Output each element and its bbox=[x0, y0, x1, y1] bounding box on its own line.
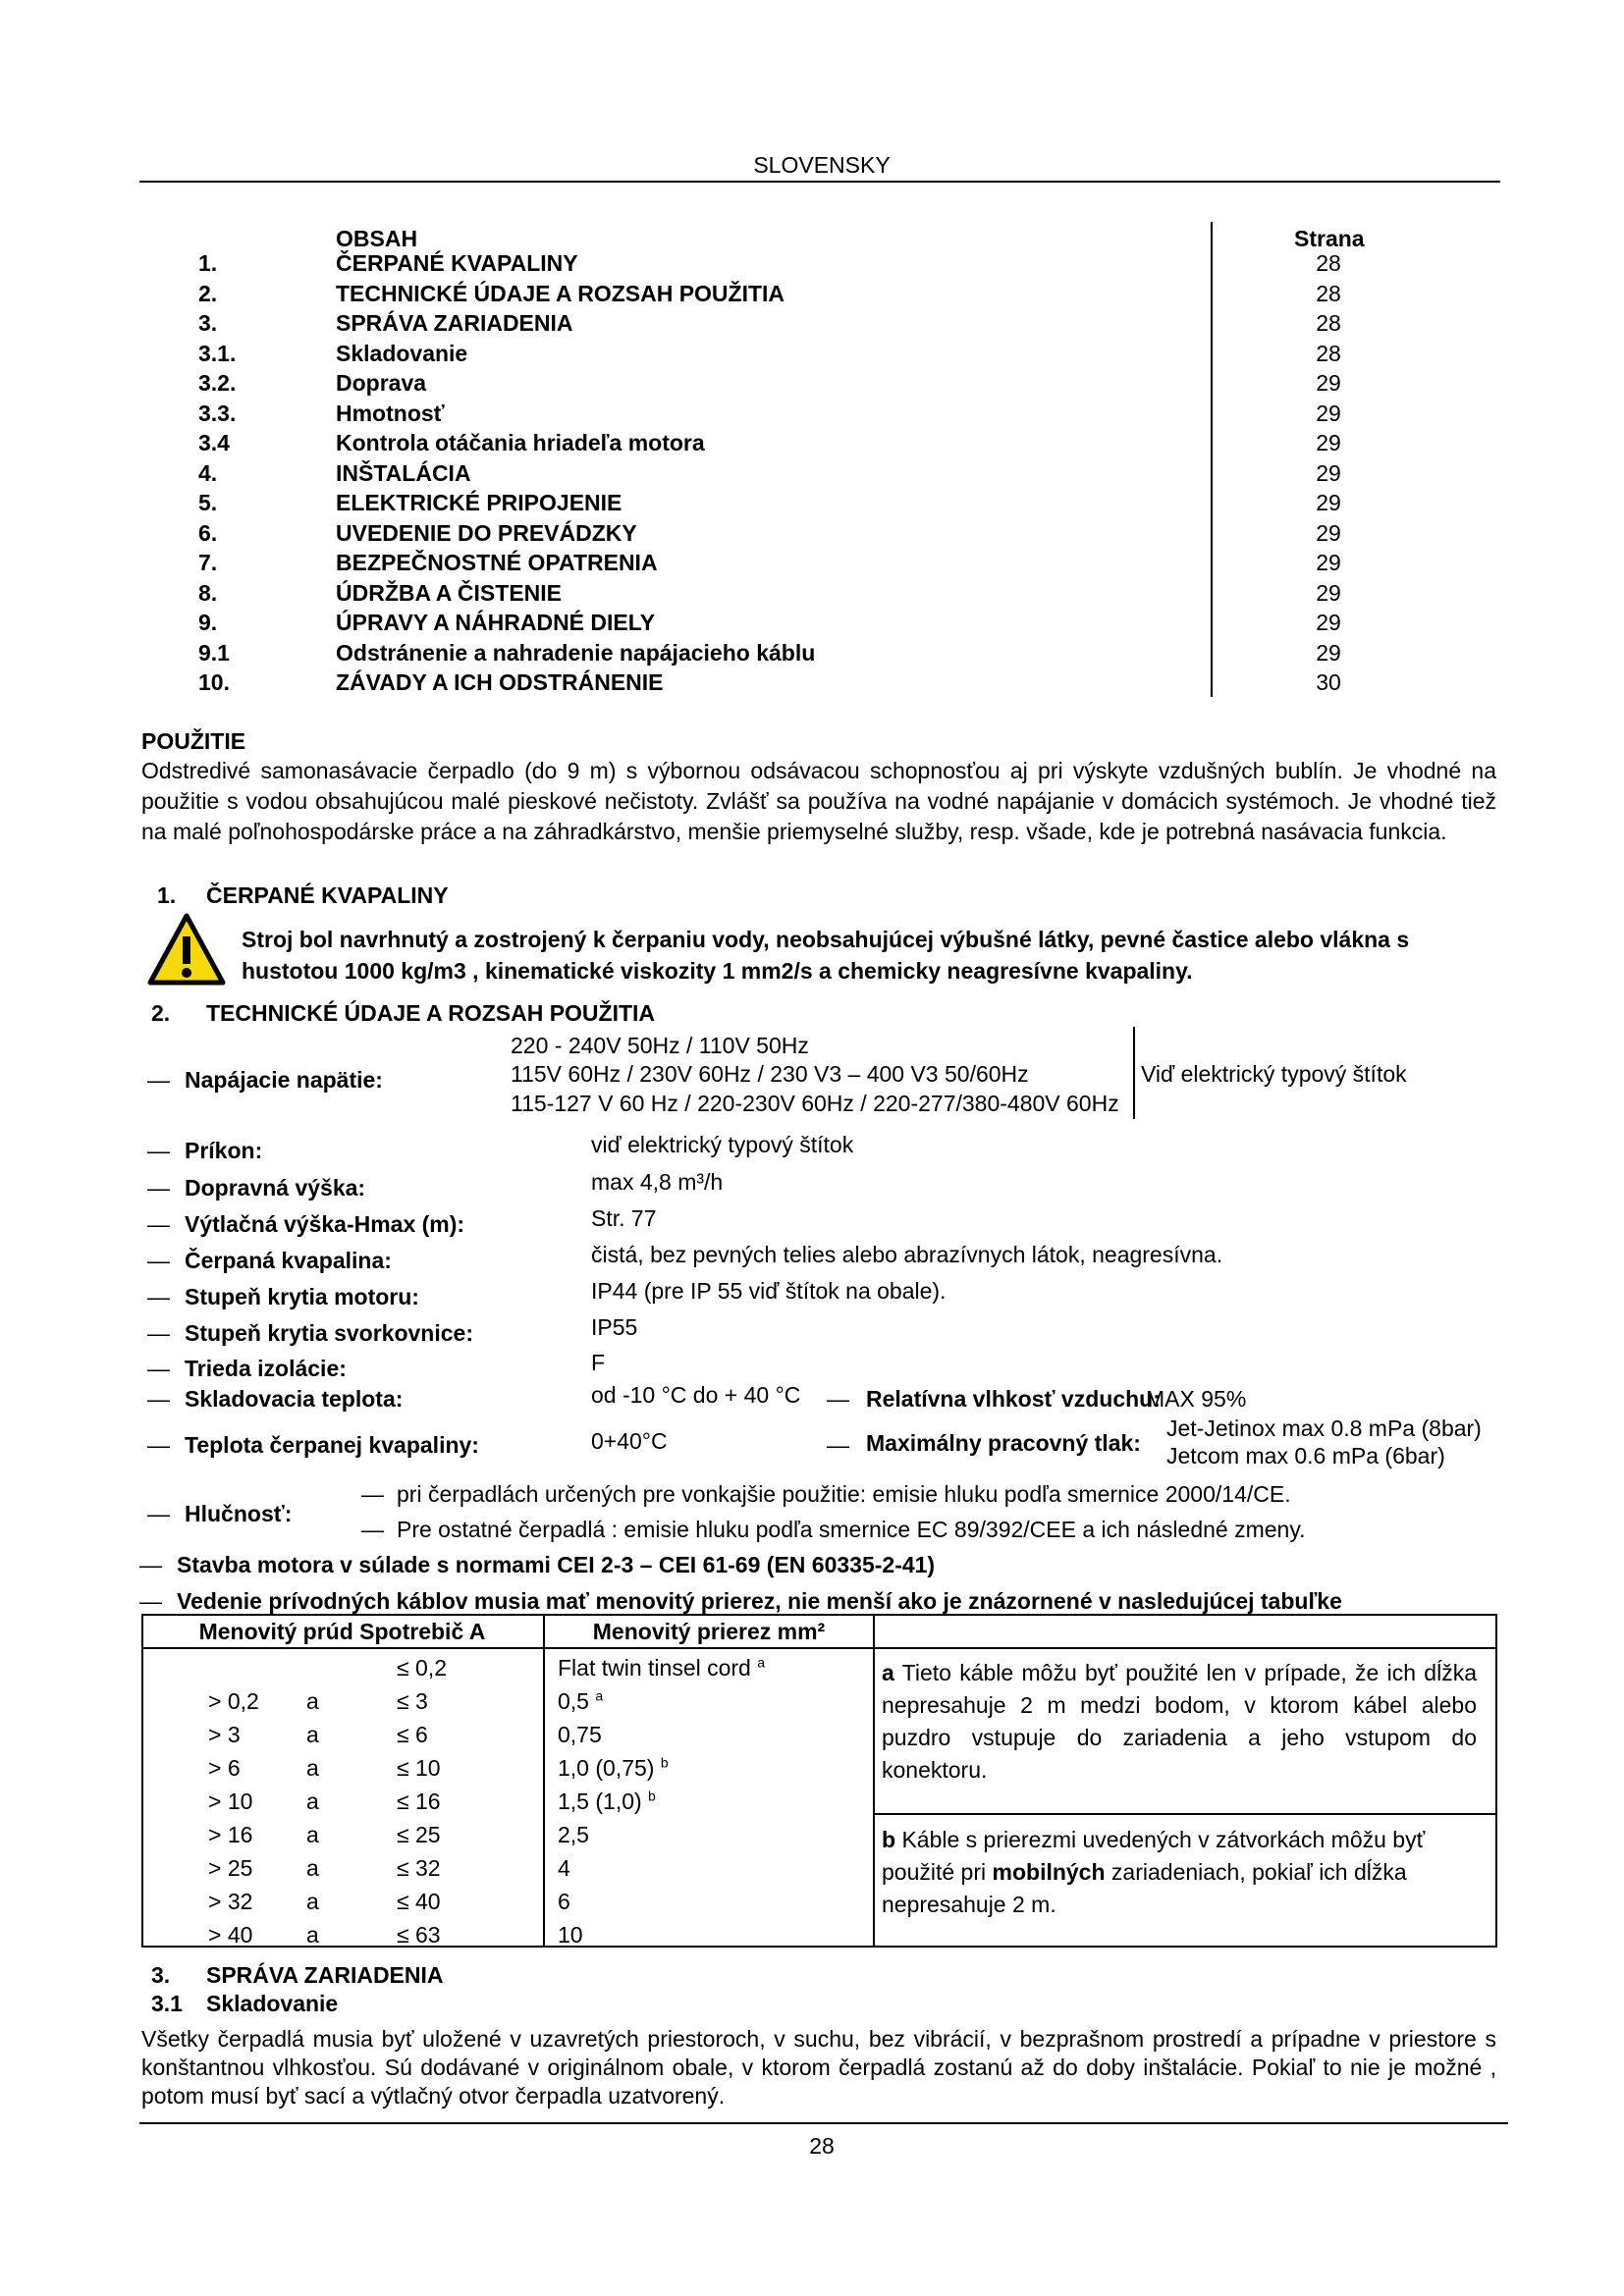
toc-item-number: 3.1. bbox=[198, 341, 237, 366]
section3-title: SPRÁVA ZARIADENIA bbox=[206, 1962, 444, 1988]
noise-line-2: Pre ostatné čerpadlá : emisie hluku podľa smernice EC 89/392/CEE a ich následné zmeny. bbox=[397, 1517, 1306, 1542]
cable-row-section bbox=[558, 1821, 589, 1849]
voltage-label: Napájacie napätie: bbox=[185, 1067, 383, 1093]
toc-item-title: BEZPEČNOSTNÉ OPATRENIA bbox=[336, 550, 658, 575]
voltage-divider bbox=[1133, 1027, 1135, 1119]
cable-row-section-text: 6 bbox=[558, 1889, 570, 1914]
liquid-temp-value: 0+40°C bbox=[591, 1428, 668, 1454]
section1-warning: Stroj bol navrhnutý a zostrojený k čerpaniu vody, neobsahujúcej výbušné látky, pevné častice alebo vlákna s hustotou 1000 kg/m3 , kinematické viskozity 1 mm2/s a chemicky neagresívne kvapaliny. bbox=[242, 927, 1410, 984]
toc-item-title: Kontrola otáčania hriadeľa motora bbox=[336, 430, 705, 455]
toc-item bbox=[0, 249, 1624, 279]
toc-item bbox=[0, 340, 1624, 369]
cable-note-a-mark: a bbox=[882, 1660, 894, 1685]
toc-item-number: 6. bbox=[198, 520, 218, 546]
toc-item bbox=[0, 489, 1624, 518]
pressure-line-2: Jetcom max 0.6 mPa (6bar) bbox=[1166, 1443, 1445, 1468]
cable-row-conj: a bbox=[306, 1822, 319, 1847]
cable-row-from: > 16 bbox=[208, 1822, 253, 1847]
voltage-note: Viď elektrický typový štítok bbox=[1141, 1061, 1407, 1087]
toc-item-number: 3.3. bbox=[198, 400, 237, 426]
cable-note-a-text: Tieto káble môžu byť použité len v prípade, že ich dĺžka nepresahuje 2 m medzi bodom, v ktorom kábel alebo puzdro vstupuje do zariadenia a jeho vstupom do konektoru. bbox=[882, 1660, 1478, 1783]
spec-value: čistá, bez pevných telies alebo abrazívnych látok, neagresívna. bbox=[591, 1242, 1223, 1267]
page-number: 28 bbox=[809, 2133, 835, 2159]
toc-item-page: 28 bbox=[1316, 310, 1341, 336]
spec-label: Dopravná výška: bbox=[185, 1175, 366, 1201]
cable-row-section-text: 4 bbox=[558, 1855, 570, 1881]
spec-value: Str. 77 bbox=[591, 1205, 657, 1231]
spec-label: Čerpaná kvapalina: bbox=[185, 1248, 392, 1273]
toc-item-number: 8. bbox=[198, 580, 218, 606]
humidity-label: Relatívna vlhkosť vzduchu: bbox=[866, 1386, 1161, 1412]
toc-item-title: Skladovanie bbox=[336, 341, 468, 366]
cable-row-section bbox=[558, 1754, 669, 1783]
cable-row-from: > 25 bbox=[208, 1855, 253, 1881]
cable-row-conj: a bbox=[306, 1789, 319, 1814]
noise-line-1: pri čerpadlách určených pre vonkajšie použitie: emisie hluku podľa smernice 2000/14/CE. bbox=[397, 1481, 1291, 1507]
spec-dash: — bbox=[147, 1320, 170, 1346]
cable-row-to: ≤ 3 bbox=[397, 1688, 428, 1714]
cable-row-section bbox=[558, 1921, 583, 1949]
cable-note-b bbox=[882, 1824, 1490, 1921]
cable-row-to: ≤ 0,2 bbox=[397, 1655, 447, 1681]
cable-row-conj: a bbox=[306, 1755, 319, 1781]
toc-item-number: 9.1 bbox=[198, 640, 230, 666]
toc-item bbox=[0, 579, 1624, 609]
toc-item-number: 10. bbox=[198, 669, 230, 695]
toc-item-number: 3.4 bbox=[198, 430, 230, 455]
spec-value: max 4,8 m³/h bbox=[591, 1169, 724, 1195]
toc-item-number: 4. bbox=[198, 460, 218, 486]
cable-note-b-mark: b bbox=[882, 1827, 896, 1852]
cable-row-section-text: Flat twin tinsel cord bbox=[558, 1655, 751, 1681]
pressure-dash: — bbox=[827, 1432, 849, 1458]
spec-value: F bbox=[591, 1350, 606, 1375]
cable-row-section bbox=[558, 1687, 603, 1716]
cable-row-to: ≤ 32 bbox=[397, 1855, 441, 1881]
header-rule bbox=[139, 181, 1500, 183]
toc-item bbox=[0, 639, 1624, 668]
toc-item bbox=[0, 609, 1624, 638]
section1-number: 1. bbox=[157, 882, 177, 908]
toc-item-page: 29 bbox=[1316, 520, 1341, 546]
toc-item bbox=[0, 369, 1624, 399]
toc-item bbox=[0, 519, 1624, 549]
cable-row-to: ≤ 40 bbox=[397, 1889, 441, 1914]
toc-item-page: 29 bbox=[1316, 400, 1341, 426]
cable-row-section-text: 1,5 (1,0) bbox=[558, 1789, 642, 1814]
cable-row-to: ≤ 25 bbox=[397, 1822, 441, 1847]
toc-item-title: ELEKTRICKÉ PRIPOJENIE bbox=[336, 490, 623, 515]
spec-dash: — bbox=[147, 1284, 170, 1309]
toc-item-page: 29 bbox=[1316, 490, 1341, 515]
toc-item bbox=[0, 668, 1624, 698]
toc-item-title: TECHNICKÉ ÚDAJE A ROZSAH POUŽITIA bbox=[336, 281, 785, 306]
motor-standard-dash: — bbox=[139, 1552, 162, 1577]
spec-label: Trieda izolácie: bbox=[185, 1356, 347, 1381]
cable-row-from: > 32 bbox=[208, 1889, 253, 1914]
toc-item-page: 28 bbox=[1316, 250, 1341, 276]
cable-row-conj: a bbox=[306, 1889, 319, 1914]
toc-item-title: UVEDENIE DO PREVÁDZKY bbox=[336, 520, 637, 546]
cable-intro: Vedenie prívodných káblov musia mať menovitý prierez, nie menší ako je znázornené v nasledujúcej tabuľke bbox=[177, 1588, 1342, 1614]
toc-item bbox=[0, 549, 1624, 578]
cable-row-conj: a bbox=[306, 1855, 319, 1881]
cable-note-b-bold: mobilných bbox=[992, 1859, 1106, 1885]
cable-row-conj: a bbox=[306, 1688, 319, 1714]
section2-title: TECHNICKÉ ÚDAJE A ROZSAH POUŽITIA bbox=[206, 1000, 656, 1026]
noise-dash: — bbox=[147, 1501, 170, 1526]
cable-row-section-text: 0,5 bbox=[558, 1688, 589, 1714]
spec-dash: — bbox=[147, 1211, 170, 1237]
usage-text: Odstredivé samonasávacie čerpadlo (do 9 m) s výbornou odsávacou schopnosťou aj pri výskyte vzdušných bublín. Je vhodné na použitie s vodou obsahujúcou malé pieskové nečistoty. Zvlášť sa používa na vodné napájanie v domácich systémoch. Je vhodné tiež na malé poľnohospodárske práce a na záhradkárstvo, menšie priemyselné služby, resp. všade, kde je potrebná nasávacia funkcia. bbox=[141, 758, 1496, 844]
humidity-value: MAX 95% bbox=[1146, 1386, 1247, 1412]
toc-item-number: 3.2. bbox=[198, 370, 237, 396]
toc-item bbox=[0, 309, 1624, 339]
cable-table-header-section: Menovitý prierez mm² bbox=[592, 1619, 826, 1644]
toc-item-title: ZÁVADY A ICH ODSTRÁNENIE bbox=[336, 669, 664, 695]
spec-value: IP55 bbox=[591, 1314, 638, 1340]
section1-title: ČERPANÉ KVAPALINY bbox=[206, 882, 449, 908]
toc-item-page: 28 bbox=[1316, 281, 1341, 306]
cable-row-section-text: 1,0 (0,75) bbox=[558, 1755, 655, 1781]
section3-text: Všetky čerpadlá musia byť uložené v uzavretých priestoroch, v suchu, bez vibrácií, v bezprašnom prostredí a prípadne v priestore s konštantnou vlhkosťou. Sú dodávané v originálnom obale, v ktorom čerpadlá zostanú až do doby inštalácie. Pokiaľ to nie je možné , potom musí byť sací a výtlačný otvor čerpadla uzatvorený. bbox=[141, 2026, 1496, 2109]
toc-item-page: 29 bbox=[1316, 430, 1341, 455]
footer-rule bbox=[139, 2122, 1508, 2124]
toc-item-title: Hmotnosť bbox=[336, 400, 445, 426]
liquid-temp-label: Teplota čerpanej kvapaliny: bbox=[185, 1432, 479, 1458]
toc-item-title: ÚPRAVY A NÁHRADNÉ DIELY bbox=[336, 610, 656, 635]
section3-1-title: Skladovanie bbox=[206, 1991, 339, 2016]
toc-item-number: 7. bbox=[198, 550, 218, 575]
spec-dash: — bbox=[147, 1175, 170, 1201]
storage-temp-dash: — bbox=[147, 1386, 170, 1412]
toc-item-number: 1. bbox=[198, 250, 218, 276]
section2-number: 2. bbox=[151, 1000, 171, 1026]
spec-dash: — bbox=[147, 1138, 170, 1163]
toc-item-page: 28 bbox=[1316, 341, 1341, 366]
toc-item-title: Odstránenie a nahradenie napájacieho káblu bbox=[336, 640, 816, 666]
cable-row-section bbox=[558, 1888, 570, 1916]
header-language: SLOVENSKY bbox=[753, 152, 891, 178]
toc-item-title: ÚDRŽBA A ČISTENIE bbox=[336, 580, 562, 606]
toc-item-title: ČERPANÉ KVAPALINY bbox=[336, 250, 578, 276]
toc-title: OBSAH bbox=[336, 226, 418, 251]
cable-row-section bbox=[558, 1654, 765, 1682]
noise-label: Hlučnosť: bbox=[185, 1501, 293, 1526]
noise-dash-1: — bbox=[361, 1481, 384, 1507]
toc-item bbox=[0, 400, 1624, 429]
toc-item bbox=[0, 459, 1624, 489]
cable-row-from: > 0,2 bbox=[208, 1688, 259, 1714]
cable-row-section-text: 0,75 bbox=[558, 1722, 602, 1747]
toc-item-title: SPRÁVA ZARIADENIA bbox=[336, 310, 573, 336]
warning-icon bbox=[147, 913, 226, 986]
toc-item-page: 30 bbox=[1316, 669, 1341, 695]
toc-item-title: INŠTALÁCIA bbox=[336, 460, 471, 486]
cable-intro-dash: — bbox=[139, 1588, 162, 1614]
voltage-line-2: 115V 60Hz / 230V 60Hz / 230 V3 – 400 V3 50/60Hz bbox=[511, 1061, 1029, 1087]
cable-row-section-text: 10 bbox=[558, 1922, 583, 1948]
storage-temp-label: Skladovacia teplota: bbox=[185, 1386, 404, 1412]
motor-standard: Stavba motora v súlade s normami CEI 2-3 – CEI 61-69 (EN 60335-2-41) bbox=[177, 1552, 936, 1577]
pressure-line-1: Jet-Jetinox max 0.8 mPa (8bar) bbox=[1166, 1415, 1482, 1441]
cable-note-a bbox=[882, 1657, 1477, 1787]
cable-row-conj: a bbox=[306, 1922, 319, 1948]
spec-value: viď elektrický typový štítok bbox=[591, 1132, 854, 1157]
cable-row-footnote-mark: b bbox=[660, 1754, 669, 1771]
toc-item-page: 29 bbox=[1316, 460, 1341, 486]
cable-table-header-current: Menovitý prúd Spotrebič A bbox=[198, 1619, 486, 1644]
cable-row-section bbox=[558, 1788, 656, 1816]
section3-number: 3. bbox=[151, 1962, 171, 1988]
toc-item-number: 9. bbox=[198, 610, 218, 635]
toc-item-page: 29 bbox=[1316, 610, 1341, 635]
cable-row-from: > 6 bbox=[208, 1755, 241, 1781]
voltage-line-3: 115-127 V 60 Hz / 220-230V 60Hz / 220-277/380-480V 60Hz bbox=[511, 1091, 1119, 1116]
cable-row-footnote-mark: b bbox=[648, 1788, 656, 1804]
cable-note-b-pre: Káble s prierezmi uvedených v zátvorkách môžu byť použité pri bbox=[882, 1827, 1426, 1885]
toc-item-page: 29 bbox=[1316, 580, 1341, 606]
storage-temp-value: od -10 °C do + 40 °C bbox=[591, 1382, 801, 1408]
cable-row-to: ≤ 10 bbox=[397, 1755, 441, 1781]
cable-row-to: ≤ 16 bbox=[397, 1789, 441, 1814]
usage-heading: POUŽITIE bbox=[141, 728, 246, 754]
toc-item bbox=[0, 280, 1624, 309]
toc-item-number: 2. bbox=[198, 281, 218, 306]
cable-row-from: > 10 bbox=[208, 1789, 253, 1814]
toc-item-number: 5. bbox=[198, 490, 218, 515]
spec-label: Výtlačná výška-Hmax (m): bbox=[185, 1211, 465, 1237]
liquid-temp-dash: — bbox=[147, 1432, 170, 1458]
section3-1-number: 3.1 bbox=[151, 1991, 183, 2016]
cable-note-b-post: zariadeniach, pokiaľ ich dĺžka nepresahuje 2 m. bbox=[882, 1859, 1407, 1917]
cable-row-to: ≤ 6 bbox=[397, 1722, 428, 1747]
cable-row-footnote-mark: a bbox=[757, 1654, 766, 1671]
toc-item-title: Doprava bbox=[336, 370, 427, 396]
voltage-dash: — bbox=[147, 1067, 170, 1093]
cable-row-from: > 40 bbox=[208, 1922, 253, 1948]
spec-label: Stupeň krytia motoru: bbox=[185, 1284, 419, 1309]
cable-row-footnote-mark: a bbox=[595, 1687, 604, 1704]
cable-row-section bbox=[558, 1854, 570, 1883]
humidity-dash: — bbox=[827, 1386, 849, 1412]
spec-dash: — bbox=[147, 1248, 170, 1273]
toc-item-page: 29 bbox=[1316, 640, 1341, 666]
toc-item-page: 29 bbox=[1316, 370, 1341, 396]
cable-row-to: ≤ 63 bbox=[397, 1922, 441, 1948]
cable-row-conj: a bbox=[306, 1722, 319, 1747]
spec-label: Príkon: bbox=[185, 1138, 263, 1163]
cable-row-section-text: 2,5 bbox=[558, 1822, 589, 1847]
toc-page-column-label: Strana bbox=[1294, 226, 1365, 251]
spec-dash: — bbox=[147, 1356, 170, 1381]
toc-item-number: 3. bbox=[198, 310, 218, 336]
spec-value: IP44 (pre IP 55 viď štítok na obale). bbox=[591, 1278, 947, 1304]
voltage-line-1: 220 - 240V 50Hz / 110V 50Hz bbox=[511, 1033, 809, 1058]
toc-item-page: 29 bbox=[1316, 550, 1341, 575]
cable-row-section bbox=[558, 1721, 602, 1749]
cable-row-from: > 3 bbox=[208, 1722, 241, 1747]
pressure-label: Maximálny pracovný tlak: bbox=[866, 1430, 1141, 1456]
noise-dash-2: — bbox=[361, 1517, 384, 1542]
spec-label: Stupeň krytia svorkovnice: bbox=[185, 1320, 473, 1346]
toc-item bbox=[0, 429, 1624, 458]
